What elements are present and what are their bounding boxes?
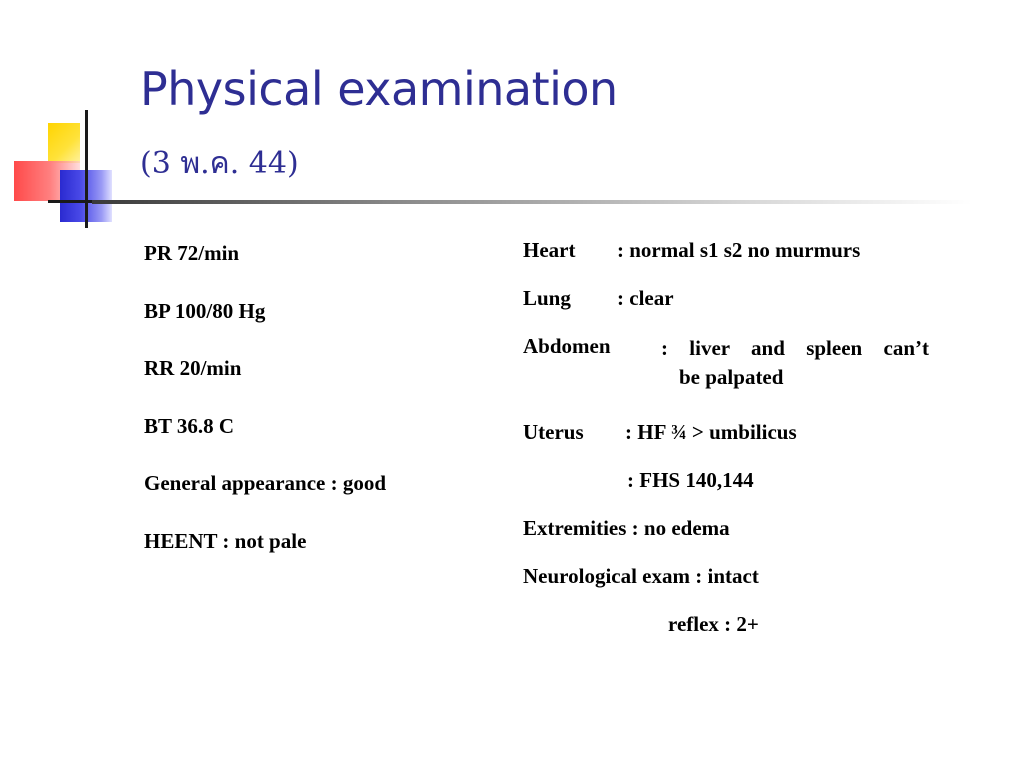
heart-value: : normal s1 s2 no murmurs xyxy=(617,238,861,262)
neuro-text: Neurological exam : intact xyxy=(523,564,759,588)
lung-label: Lung xyxy=(523,286,571,310)
heent: HEENT : not pale xyxy=(144,528,307,553)
uterus-value: : HF ¾ > umbilicus xyxy=(625,420,797,444)
vital-bp: BP 100/80 Hg xyxy=(144,298,266,323)
slide-title: Physical examination xyxy=(140,62,618,116)
logo-vertical-line xyxy=(85,110,88,228)
uterus-fhs-row xyxy=(523,468,933,516)
abdomen-row xyxy=(523,334,933,420)
yellow-square xyxy=(48,123,80,163)
uterus-label: Uterus xyxy=(523,420,584,444)
vital-signs-column xyxy=(144,241,386,586)
decorative-squares-logo xyxy=(0,0,140,240)
vital-pr: PR 72/min xyxy=(144,241,240,265)
vital-rr: RR 20/min xyxy=(144,356,242,380)
abdomen-value-line1: : liver and spleen can’t xyxy=(661,336,929,360)
slide-subtitle-date: (3 พ.ค. 44) xyxy=(140,146,299,181)
vital-bt: BT 36.8 C xyxy=(144,413,235,438)
extremities-row xyxy=(523,516,933,564)
general-appearance: General appearance : good xyxy=(144,471,387,495)
lung-row xyxy=(523,286,933,334)
systems-exam-column xyxy=(523,238,933,660)
neuro-row xyxy=(523,564,933,612)
uterus-row xyxy=(523,420,933,468)
abdomen-label: Abdomen xyxy=(523,334,611,358)
heart-row xyxy=(523,238,933,286)
lung-value: : clear xyxy=(617,286,674,310)
title-underline-rule xyxy=(92,200,972,204)
extremities-text: Extremities : no edema xyxy=(523,516,730,540)
abdomen-value xyxy=(661,334,929,392)
reflex-text: reflex : 2+ xyxy=(668,612,759,636)
heart-label: Heart xyxy=(523,238,576,262)
reflex-row xyxy=(523,612,933,660)
uterus-fhs-value: : FHS 140,144 xyxy=(627,468,754,492)
abdomen-value-line2: be palpated xyxy=(679,365,784,389)
